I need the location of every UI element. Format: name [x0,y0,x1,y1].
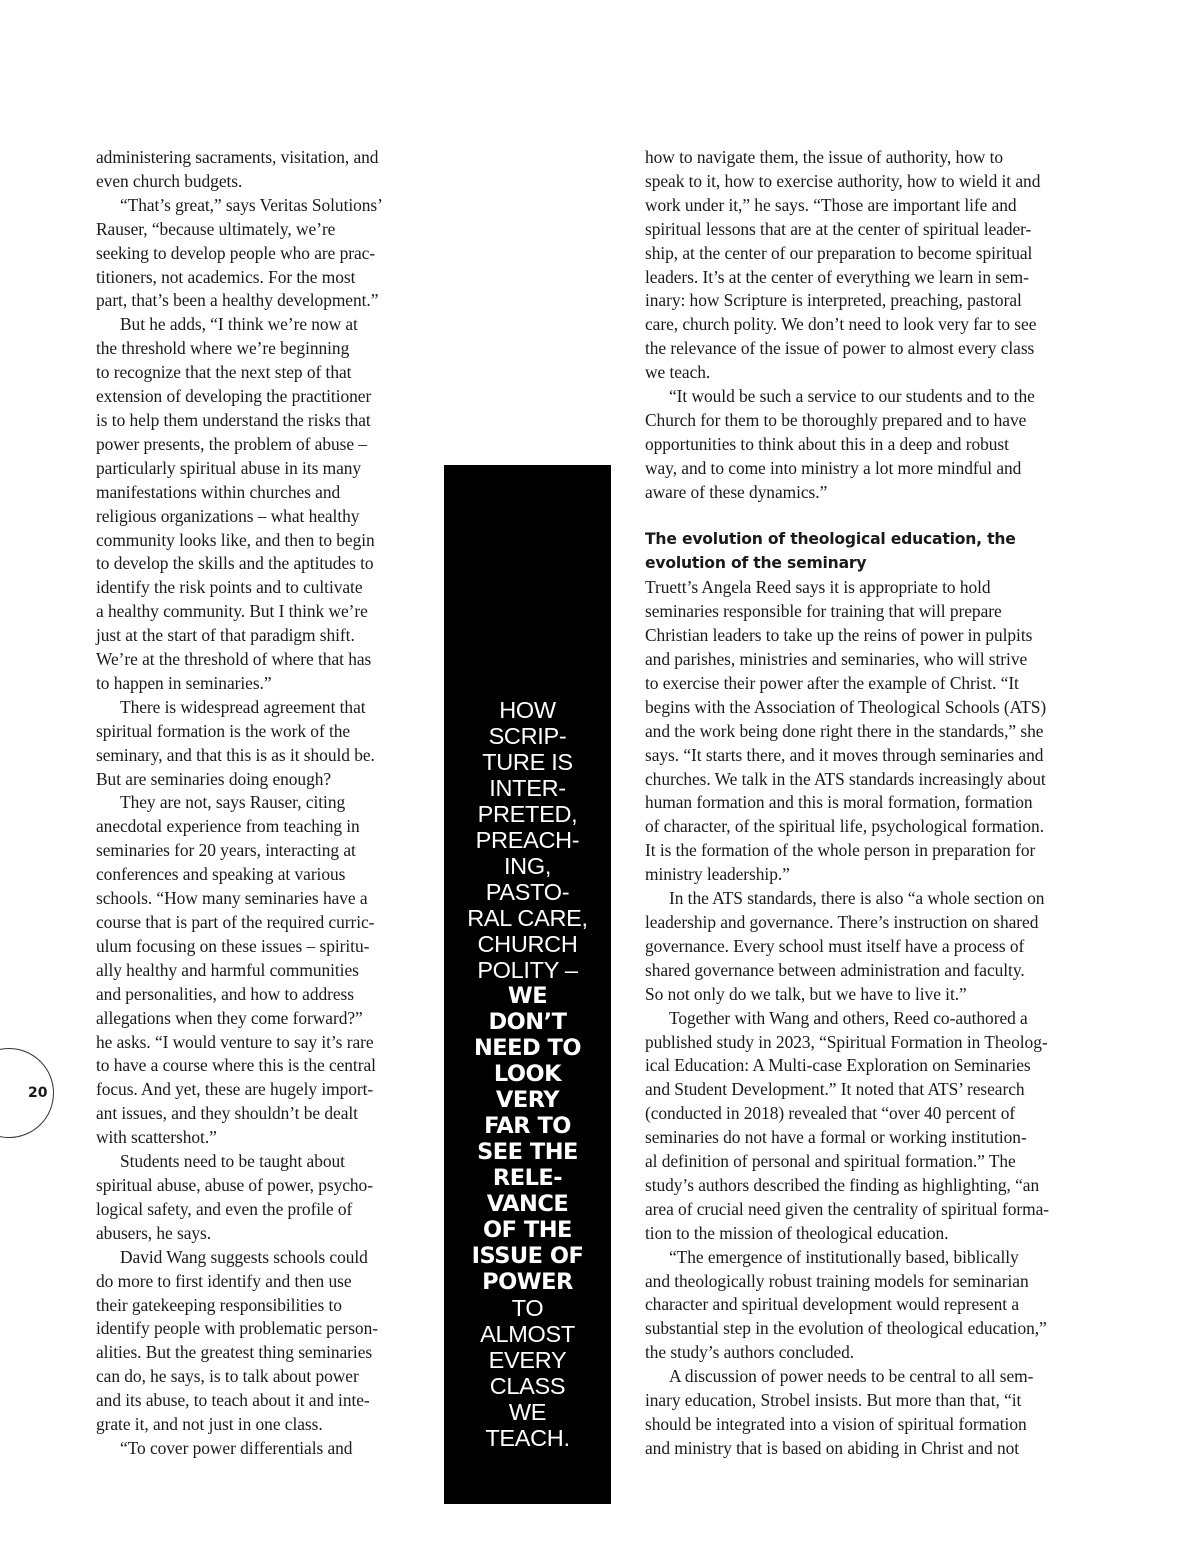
body-text-line: ministry leadership.” [645,864,790,885]
body-text-line: power presents, the problem of abuse – [96,433,367,454]
page-number: 20 [28,1085,48,1101]
body-text-line: inary: how Scripture is interpreted, preaching, pastoral [645,290,1022,311]
pull-quote-line: PREACH- [475,827,580,853]
body-text-line: Christian leaders to take up the reins of power in pulpits [645,625,1033,646]
body-text-line: to recognize that the next step of that [96,362,352,383]
body-text-line: allegations when they come forward?” [96,1007,363,1028]
pull-quote-line: ALMOST [480,1321,575,1347]
section-heading-line: evolution of the seminary [645,554,867,573]
body-text-line: their gatekeeping responsibilities to [96,1294,342,1315]
body-text-line: inary education, Strobel insists. But more than that, “it [645,1390,1022,1411]
pull-quote-line: WE [507,983,548,1009]
right-text-column [645,146,1100,1461]
body-text-line: and theologically robust training models for seminarian [645,1270,1029,1291]
body-text-line: But he adds, “I think we’re now at [120,314,358,335]
pull-quote-line: PASTO- [485,879,570,905]
body-text-line: should be integrated into a vision of spiritual formation [645,1414,1027,1435]
body-text-line: focus. And yet, these are hugely import- [96,1079,374,1100]
body-text-line: ant issues, and they shouldn’t be dealt [96,1103,358,1124]
body-text-line: “The emergence of institutionally based, biblically [669,1246,1019,1267]
pull-quote-line: VANCE [486,1191,569,1217]
body-text-line: So not only do we talk, but we have to live it.” [645,983,967,1004]
body-text-line: seeking to develop people who are prac- [96,242,376,263]
body-text-line: ical Education: A Multi-case Exploration on Seminaries [645,1055,1031,1076]
body-text-line: area of crucial need given the centrality of spiritual forma- [645,1198,1049,1219]
left-text-column [96,146,426,1461]
pull-quote-line: NEED TO [473,1035,582,1061]
body-text-line: al definition of personal and spiritual formation.” The [645,1151,1016,1172]
body-text-line: community looks like, and then to begin [96,529,375,550]
pull-quote-bar [444,465,611,1504]
body-text-line: ally healthy and harmful communities [96,959,359,980]
body-text-line: seminaries for 20 years, interacting at [96,840,356,861]
body-text-line: just at the start of that paradigm shift. [96,625,355,646]
body-text-line: way, and to come into ministry a lot more mindful and [645,457,1022,478]
body-text-line: and Student Development.” It noted that ATS’ research [645,1079,1025,1100]
body-text-line: grate it, and not just in one class. [96,1414,323,1435]
body-text-line: There is widespread agreement that [120,696,366,717]
body-text-line: character and spiritual development would represent a [645,1294,1019,1315]
body-text-line: the relevance of the issue of power to almost every class [645,338,1035,359]
pull-quote-line: RAL CARE, [467,905,588,931]
body-text-line: the threshold where we’re beginning [96,338,350,359]
pull-quote-line: CHURCH [477,931,578,957]
body-text-line: extension of developing the practitioner [96,386,372,407]
pull-quote-line: EVERY [488,1347,567,1373]
body-text-line: administering sacraments, visitation, and [96,147,379,167]
body-text-line: leaders. It’s at the center of everything we learn in sem- [645,266,1029,287]
body-text-line: A discussion of power needs to be central to all sem- [669,1366,1034,1387]
body-text-line: and its abuse, to teach about it and inte- [96,1390,370,1411]
body-text-line: ulum focusing on these issues – spiritu- [96,935,370,956]
body-text-line: (conducted in 2018) revealed that “over 40 percent of [645,1103,1016,1124]
body-text-line: identify the risk points and to cultivate [96,577,363,598]
body-text-line: and personalities, and how to address [96,983,354,1004]
body-text-line: identify people with problematic person- [96,1318,378,1339]
body-text-line: seminaries do not have a formal or working institution- [645,1127,1027,1148]
body-text-line: tion to the mission of theological education. [645,1222,949,1243]
pull-quote-line: RELE- [492,1165,563,1191]
pull-quote-line: TURE IS [482,749,573,775]
body-text-line: even church budgets. [96,170,243,191]
body-text-line: aware of these dynamics.” [645,481,828,502]
body-text-line: part, that’s been a healthy development.” [96,290,379,311]
body-text-line: speak to it, how to exercise authority, how to wield it and [645,170,1041,191]
body-text-line: “To cover power differentials and [120,1437,353,1458]
body-text-line: They are not, says Rauser, citing [120,792,346,813]
pull-quote-line: CLASS [489,1373,566,1399]
body-text-line: work under it,” he says. “Those are important life and [645,194,1017,215]
body-text-line: begins with the Association of Theological Schools (ATS) [645,696,1047,717]
body-text-line: We’re at the threshold of where that has [96,649,372,670]
body-text-line: “That’s great,” says Veritas Solutions’ [120,194,383,215]
body-text-line: spiritual lessons that are at the center of spiritual leader- [645,218,1032,239]
body-text-line: alities. But the greatest thing seminaries [96,1342,373,1363]
pull-quote-line: OF THE [483,1217,572,1243]
pull-quote-line: TEACH. [485,1425,570,1451]
body-text-line: shared governance between administration and faculty. [645,959,1025,980]
body-text-line: substantial step in the evolution of theological education,” [645,1318,1047,1339]
body-text-line: Students need to be taught about [120,1151,345,1172]
body-text-line: human formation and this is moral formation, formation [645,792,1033,813]
pull-quote-line: ISSUE OF [471,1243,584,1269]
body-text-line: and ministry that is based on abiding in Christ and not [645,1437,1020,1458]
body-text-line: study’s authors described the finding as highlighting, “an [645,1174,1040,1195]
body-text-line: to develop the skills and the aptitudes to [96,553,374,574]
body-text-line: we teach. [645,362,711,383]
body-text-line: anecdotal experience from teaching in [96,816,360,837]
body-text-line: In the ATS standards, there is also “a whole section on [669,888,1045,909]
body-text-line: a healthy community. But I think we’re [96,601,368,622]
body-text-line: of character, of the spiritual life, psychological formation. [645,816,1044,837]
section-heading-line: The evolution of theological education, the [645,530,1016,549]
body-text-line: published study in 2023, “Spiritual Formation in Theolog- [645,1031,1048,1052]
body-text-line: to exercise their power after the example of Christ. “It [645,672,1019,693]
pull-quote-line: TO [511,1295,544,1321]
body-text-line: can do, he says, is to talk about power [96,1366,359,1387]
body-text-line: Church for them to be thoroughly prepared and to have [645,409,1027,430]
pull-quote-line: HOW [499,697,556,723]
pull-quote-line: PRETED, [477,801,578,827]
body-text-line: logical safety, and even the profile of [96,1198,353,1219]
body-text-line: David Wang suggests schools could [120,1246,368,1267]
body-text-line: abusers, he says. [96,1222,212,1243]
body-text-line: leadership and governance. There’s instruction on shared [645,911,1039,932]
body-text-line: governance. Every school must itself have a process of [645,935,1025,956]
body-text-line: the study’s authors concluded. [645,1342,855,1363]
body-text-line: “It would be such a service to our students and to the [669,386,1035,407]
body-text-line: Together with Wang and others, Reed co-authored a [669,1007,1028,1028]
body-text-line: seminaries responsible for training that will prepare [645,601,1002,622]
body-text-line: is to help them understand the risks that [96,409,371,430]
paragraph-gap [645,505,1100,529]
pull-quote-line: VERY [495,1087,560,1113]
pull-quote-line: LOOK [493,1061,562,1087]
body-text-line: spiritual abuse, abuse of power, psycho- [96,1174,373,1195]
body-text-line: and the work being done right there in the standards,” she [645,720,1044,741]
body-text-line: opportunities to think about this in a deep and robust [645,433,1009,454]
body-text-line: religious organizations – what healthy [96,505,360,526]
pull-quote-line: WE [508,1399,547,1425]
body-text-line: course that is part of the required curric- [96,912,375,932]
body-text-line: to happen in seminaries.” [96,672,272,693]
pull-quote-line: ING, [503,853,552,879]
body-text-line: ship, at the center of our preparation to become spiritual [645,242,1033,263]
body-text-line: do more to first identify and then use [96,1270,352,1291]
body-text-line: he asks. “I would venture to say it’s rare [96,1031,374,1052]
body-text-line: spiritual formation is the work of the [96,720,351,741]
body-text-line: titioners, not academics. For the most [96,266,356,287]
body-text-line: with scattershot.” [96,1127,217,1148]
body-text-line: how to navigate them, the issue of authority, how to [645,147,1004,167]
body-text-line: Truett’s Angela Reed says it is appropriate to hold [645,577,991,598]
body-text-line: care, church polity. We don’t need to look very far to see [645,314,1037,335]
body-text-line: and parishes, ministries and seminaries, who will strive [645,649,1028,670]
body-text-line: Rauser, “because ultimately, we’re [96,218,336,239]
pull-quote-line: SEE THE [477,1139,578,1165]
pull-quote-line: INTER- [489,775,566,801]
pull-quote-line: POWER [482,1269,573,1295]
body-text-line: But are seminaries doing enough? [96,768,332,789]
body-text-line: conferences and speaking at various [96,864,346,885]
body-text-line: manifestations within churches and [96,481,341,502]
body-text-line: particularly spiritual abuse in its many [96,457,362,478]
pull-quote-line: POLITY – [477,957,578,983]
pull-quote-line: SCRIP- [488,723,567,749]
body-text-line: says. “It starts there, and it moves through seminaries and [645,744,1044,765]
body-text-line: to have a course where this is the central [96,1055,376,1076]
body-text-line: seminary, and that this is as it should be. [96,744,375,765]
body-text-line: schools. “How many seminaries have a [96,888,368,909]
pull-quote-line: DON’T [488,1009,567,1035]
pull-quote-text [444,697,611,1451]
body-text-line: It is the formation of the whole person in preparation for [645,840,1036,861]
pull-quote-line: FAR TO [484,1113,571,1139]
body-text-line: churches. We talk in the ATS standards increasingly about [645,768,1046,789]
